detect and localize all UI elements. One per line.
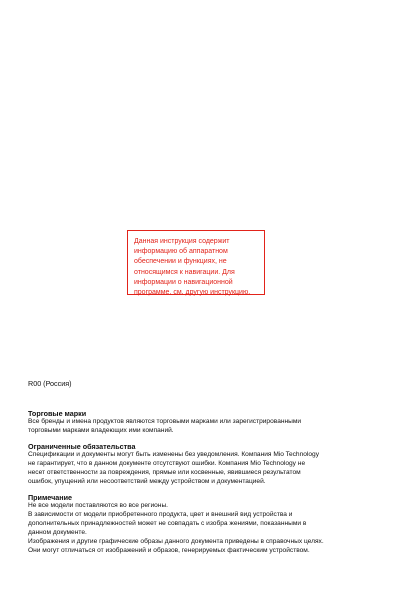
body-line: Изображения и другие графические образы данного документа приведены в справочных целях.	[28, 537, 324, 545]
section-limited-liability	[28, 442, 388, 487]
body-line: данном документе.	[28, 528, 87, 536]
body-line: дополнительных принадлежностей может не совпадать с изобра жениями, показанными в	[28, 519, 307, 527]
body-line: не гарантирует, что в данном документе отсутствуют ошибки. Компания Mio Technology не	[28, 460, 306, 468]
body-line: Все бренды и имена продуктов являются торговыми марками или зарегистрированными	[28, 418, 302, 426]
section-title: Примечание	[28, 492, 73, 502]
section-title: Торговые марки	[28, 409, 87, 418]
notice-box	[127, 230, 265, 295]
section-body	[28, 418, 388, 436]
notice-line: относящимся к навигации. Для	[134, 268, 235, 276]
notice-line: информацию об аппаратном	[134, 248, 228, 256]
section-body	[28, 451, 388, 487]
notice-line: обеспечении и функциях, не	[134, 258, 227, 266]
body-line: В зависимости от модели приобретенного продукта, цвет и внешний вид устройства и	[28, 510, 293, 518]
body-line: несет ответственности за повреждения, прямые или косвенные, явившиеся результатом	[28, 469, 301, 477]
notice-line: программе, см. другую инструкцию.	[134, 289, 251, 297]
section-body	[28, 502, 388, 555]
section-note	[28, 493, 388, 556]
revision-label: R00 (Россия)	[28, 379, 72, 388]
body-line: торговыми марками владеющих ими компаний.	[28, 427, 174, 435]
body-line: Спецификации и документы могут быть изменены без уведомления. Компания Mio Technology	[28, 451, 320, 459]
notice-line: Данная инструкция содержит	[134, 238, 230, 245]
section-title: Ограниченные обязательства	[28, 442, 136, 452]
body-line: ошибок, упущений или несоответствий между устройством и документацией.	[28, 477, 266, 485]
body-line: Они могут отличаться от изображений и образов, генерируемых фактическим устройством.	[28, 546, 310, 554]
section-trademarks	[28, 409, 388, 436]
legal-sections	[28, 409, 388, 561]
notice-line: информации о навигационной	[134, 278, 233, 286]
body-line: Не все модели поставляются во все регионы.	[28, 502, 169, 510]
